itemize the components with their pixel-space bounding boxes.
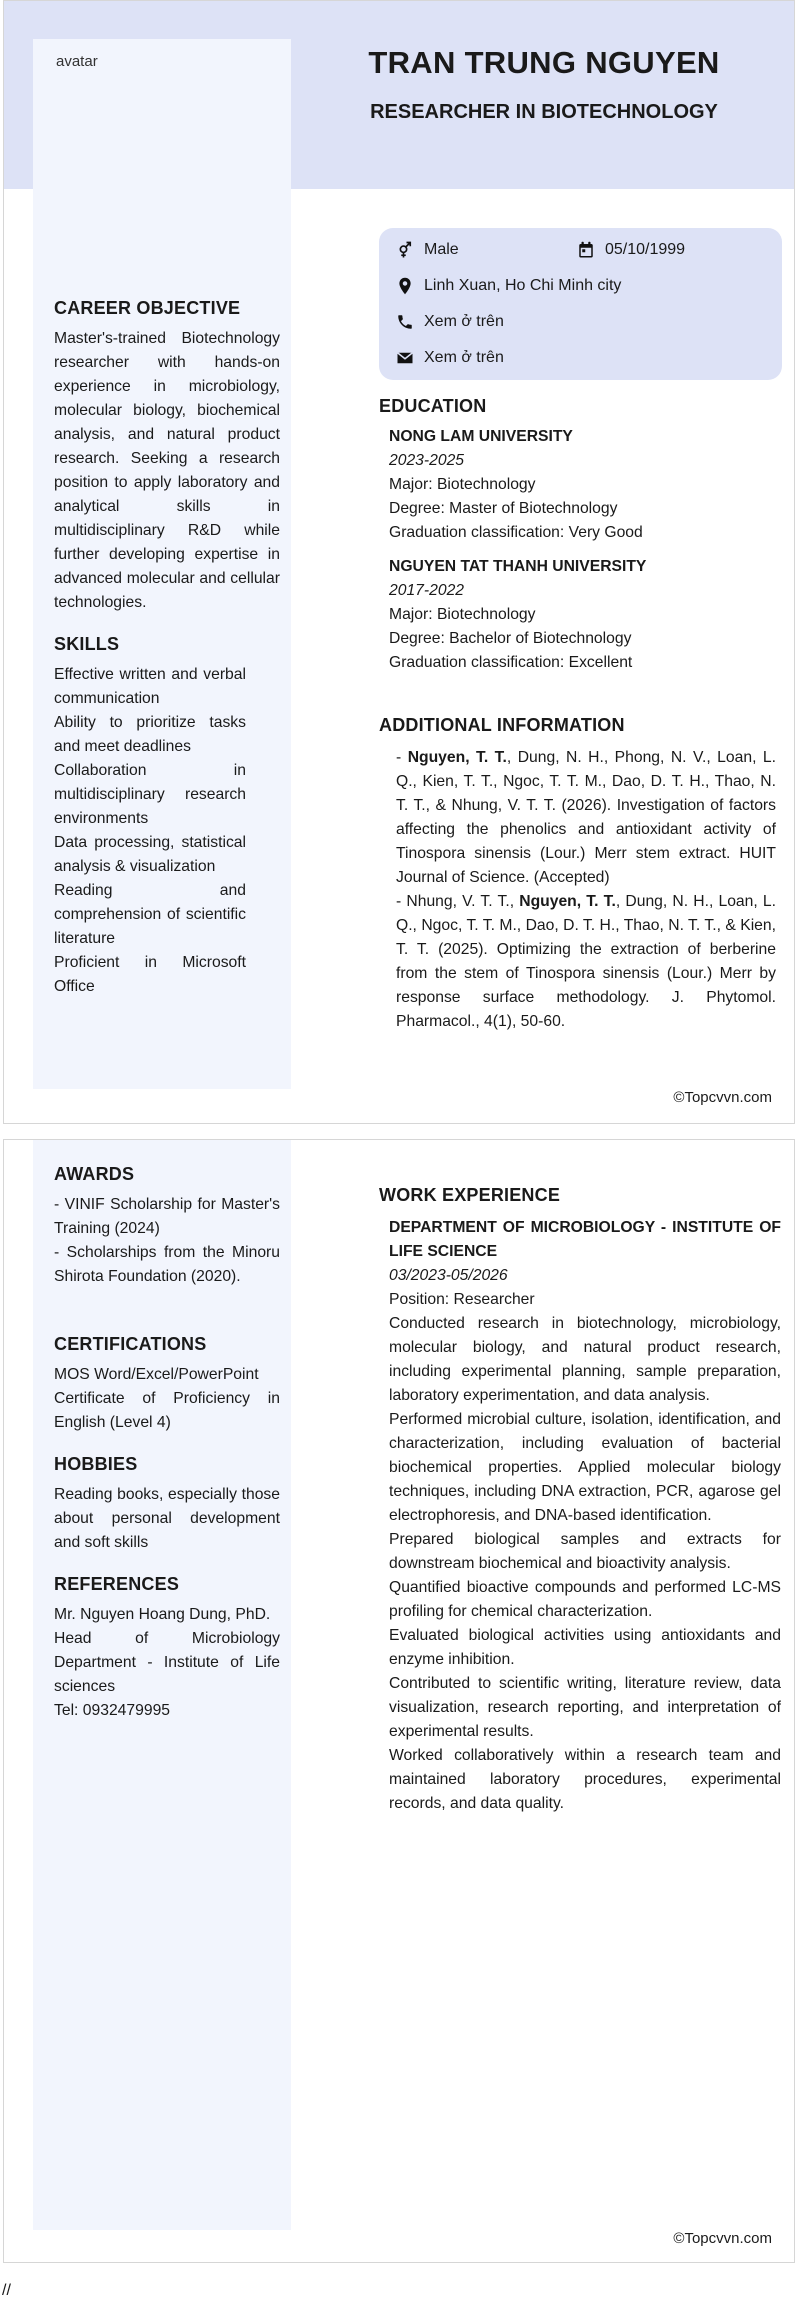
reference-position: Head of Microbiology Department - Institute of Life sciences xyxy=(54,1630,280,1695)
candidate-title: RESEARCHER IN BIOTECHNOLOGY xyxy=(370,101,718,123)
education-section xyxy=(379,396,781,675)
phone-icon xyxy=(396,313,414,331)
skill-item: Reading and comprehension of scientific literature xyxy=(54,882,246,947)
awards-section xyxy=(54,1164,280,1289)
contact-phone xyxy=(396,310,504,334)
avatar: avatar xyxy=(56,53,98,70)
cv-page-2 xyxy=(3,1139,795,2263)
certifications-section xyxy=(54,1334,280,1435)
location-pin-icon xyxy=(396,277,414,295)
school-name: NGUYEN TAT THANH UNIVERSITY xyxy=(389,558,647,575)
pub-prefix: - xyxy=(396,749,408,766)
skill-item: Ability to prioritize tasks and meet deadlines xyxy=(54,714,246,755)
references-heading: REFERENCES xyxy=(54,1574,180,1594)
work-duty: Prepared biological samples and extracts for downstream biochemical and bioactivity analysis. xyxy=(389,1531,781,1572)
work-duty: Contributed to scientific writing, literature review, data visualization, research reporting, and interpretation of experimental results. xyxy=(389,1675,781,1740)
certifications-heading: CERTIFICATIONS xyxy=(54,1334,207,1354)
skills-heading: SKILLS xyxy=(54,634,120,654)
career-objective-section xyxy=(54,298,280,615)
education-entry xyxy=(389,425,781,545)
skill-item: Proficient in Microsoft Office xyxy=(54,954,246,995)
references-section xyxy=(54,1574,280,1723)
hobbies-heading: HOBBIES xyxy=(54,1454,138,1474)
education-classification: Graduation classification: Very Good xyxy=(389,524,643,541)
footer-watermark: ©Topcvvn.com xyxy=(673,1089,772,1106)
gender-value: Male xyxy=(424,241,459,258)
reference-name: Mr. Nguyen Hoang Dung, PhD. xyxy=(54,1606,271,1623)
contact-address xyxy=(396,274,621,298)
certification-item: MOS Word/Excel/PowerPoint xyxy=(54,1366,259,1383)
candidate-name: TRAN TRUNG NGUYEN xyxy=(368,45,720,80)
address-value: Linh Xuan, Ho Chi Minh city xyxy=(424,277,622,294)
pub-author-highlight: Nguyen, T. T. xyxy=(407,749,507,766)
skill-item: Effective written and verbal communication xyxy=(54,666,246,707)
envelope-icon xyxy=(396,349,414,367)
work-period: 03/2023-05/2026 xyxy=(389,1267,508,1284)
career-objective-heading: CAREER OBJECTIVE xyxy=(54,298,241,318)
work-duty: Quantified bioactive compounds and performed LC-MS profiling for chemical characterization. xyxy=(389,1579,781,1620)
skill-item: Collaboration in multidisciplinary research environments xyxy=(54,762,246,827)
work-experience-heading: WORK EXPERIENCE xyxy=(379,1185,561,1205)
cv-page-1 xyxy=(3,0,795,1124)
contact-gender xyxy=(396,238,459,262)
work-duty: Conducted research in biotechnology, microbiology, molecular biology, and natural product research, including experimental planning, sample preparation, laboratory experimentation, and data analysis. xyxy=(389,1315,781,1404)
award-item: - VINIF Scholarship for Master's Training (2024) xyxy=(54,1196,280,1237)
contact-email xyxy=(396,346,504,370)
work-position: Position: Researcher xyxy=(389,1291,535,1308)
education-entry xyxy=(389,555,781,675)
pub-prefix: - Nhung, V. T. T., xyxy=(396,893,520,910)
pub-author-highlight: Nguyen, T. T. xyxy=(519,893,616,910)
work-duty: Evaluated biological activities using antioxidants and enzyme inhibition. xyxy=(389,1627,781,1668)
additional-info-heading: ADDITIONAL INFORMATION xyxy=(379,715,625,735)
skills-section xyxy=(54,634,280,999)
reference-tel: Tel: 0932479995 xyxy=(54,1702,171,1719)
education-degree: Degree: Bachelor of Biotechnology xyxy=(389,630,632,647)
additional-info-section xyxy=(379,715,781,1034)
education-classification: Graduation classification: Excellent xyxy=(389,654,633,671)
pub-citation: , Dung, N. H., Loan, L. Q., Ngoc, T. T. M., Dao, D. T. H., Thao, N. T. T., & Kien, T. T. (2025). Optimizing the extraction of berberine from the stem of Tinospora sinensis (Lour.) Merr by response surface methodology. J. Phytomol. Pharmacol., 4(1), 50-60. xyxy=(396,893,776,1030)
employer-name: DEPARTMENT OF MICROBIOLOGY - INSTITUTE OF LIFE SCIENCE xyxy=(389,1219,781,1260)
school-name: NONG LAM UNIVERSITY xyxy=(389,428,573,445)
education-degree: Degree: Master of Biotechnology xyxy=(389,500,618,517)
gender-icon xyxy=(396,241,414,259)
calendar-icon xyxy=(577,241,595,259)
birthdate-value: 05/10/1999 xyxy=(605,241,686,258)
trailing-text: // xyxy=(2,2282,11,2299)
education-major: Major: Biotechnology xyxy=(389,606,536,623)
contact-box xyxy=(379,228,782,380)
certification-item: Certificate of Proficiency in English (Level 4) xyxy=(54,1390,280,1431)
work-duty: Performed microbial culture, isolation, identification, and characterization, including evaluation of bacterial biochemical properties. Applied molecular biology techniques, including DNA extraction, PCR, agarose gel electrophoresis, and DNA-based identification. xyxy=(389,1411,781,1524)
contact-birthdate xyxy=(577,238,685,262)
career-objective-text: Master's-trained Biotechnology researcher with hands-on experience in microbiology, molecular biology, biochemical analysis, and natural product research. Seeking a research position to apply laboratory and analytical skills in multidisciplinary R&D while further developing expertise in advanced molecular and cellular technologies. xyxy=(54,330,280,611)
email-value: Xem ở trên xyxy=(424,349,504,366)
footer-watermark: ©Topcvvn.com xyxy=(673,2230,772,2247)
work-duty: Worked collaboratively within a research team and maintained laboratory procedures, experimental records, and data quality. xyxy=(389,1747,781,1812)
skill-item: Data processing, statistical analysis & visualization xyxy=(54,834,246,875)
phone-value: Xem ở trên xyxy=(424,313,504,330)
education-period: 2017-2022 xyxy=(389,582,465,599)
hobbies-section xyxy=(54,1454,280,1555)
publication-item xyxy=(396,746,776,890)
pub-citation: , Dung, N. H., Phong, N. V., Loan, L. Q., Kien, T. T., Ngoc, T. T. M., Dao, D. T. H., Thao, N. T. T., & Nhung, V. T. T. (2026). Investigation of factors affecting the phenolics and antioxidant activity of Tinospora sinensis (Lour.) Merr stem extract. HUIT Journal of Science. (Accepted) xyxy=(396,749,776,886)
education-period: 2023-2025 xyxy=(389,452,465,469)
work-entry xyxy=(389,1216,781,1816)
education-heading: EDUCATION xyxy=(379,396,487,416)
awards-heading: AWARDS xyxy=(54,1164,135,1184)
award-item: - Scholarships from the Minoru Shirota Foundation (2020). xyxy=(54,1244,280,1285)
work-experience-section xyxy=(379,1185,781,1816)
education-major: Major: Biotechnology xyxy=(389,476,536,493)
publication-item xyxy=(396,890,776,1034)
hobbies-text: Reading books, especially those about personal development and soft skills xyxy=(54,1486,280,1551)
